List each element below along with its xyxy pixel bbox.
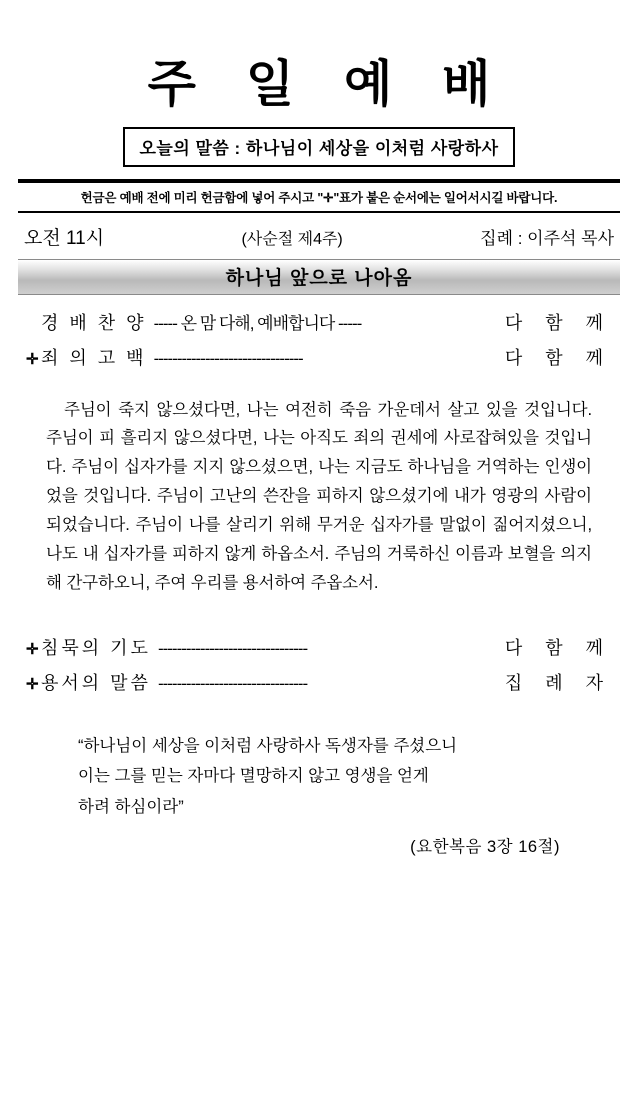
service-info-row — [24, 223, 614, 250]
divider-thin — [18, 211, 620, 213]
confession-prayer-text: 주님이 죽지 않으셨다면, 나는 여전히 죽음 가운데서 살고 있을 것입니다. 주님이 피 흘리지 않으셨다면, 나는 아직도 죄의 권세에 사로잡혀있을 것입니다. 주님이 십자가를 지지 않으셨으면, 나는 지금도 하나님을 거역하는 인생이었을 것입니다. 주님이 고난의 쓴잔을 피하지 않으셨기에 내가 영광의 사람이 되었습니다. 주님이 나를 살리기 위해 무거운 십자가를 말없이 짊어지셨으니, 나도 내 십자가를 피하지 않게 하옵소서. 주님의 거룩하신 이름과 보혈을 의지해 간구하오니, 주여 우리를 용서하여 주옵소서. — [46, 400, 592, 592]
scripture-reference: (요한복음 3장 16절) — [410, 838, 560, 857]
order-item-who: 다 함 께 — [504, 637, 612, 658]
list-item — [26, 344, 612, 370]
section-header: 하나님 앞으로 나아옴 — [18, 259, 620, 295]
order-item-name: 침묵의 기도 — [41, 637, 151, 658]
order-item-dots: -------------------------------- — [153, 348, 303, 368]
scripture-line-3: 하려 하심이라” — [78, 797, 184, 816]
order-item-who: 다 함 께 — [504, 312, 612, 333]
order-item-name: 용서의 말씀 — [41, 672, 151, 693]
order-of-worship-list-2 — [26, 634, 612, 695]
cross-icon: ✛ — [26, 350, 39, 368]
bulletin-page — [0, 58, 638, 1097]
service-leader: 집례 : 이주석 목사 — [480, 228, 614, 248]
service-time: 오전 11시 — [24, 227, 105, 249]
list-item — [26, 669, 612, 695]
cross-icon: ✛ — [26, 640, 39, 658]
verse-box-container — [0, 127, 638, 167]
order-item-who: 집 례 자 — [504, 672, 612, 693]
page-title: 주 일 예 배 — [147, 56, 509, 112]
list-item — [26, 309, 612, 335]
todays-word-box: 오늘의 말씀 : 하나님이 세상을 이처럼 사랑하사 — [123, 127, 514, 167]
order-item-who: 다 함 께 — [504, 347, 612, 368]
order-item-dots: -------------------------------- — [157, 638, 308, 658]
service-season: (사순절 제4주) — [241, 230, 343, 248]
order-item-name: 경 배 찬 양 — [41, 312, 147, 333]
scripture-quote — [78, 731, 578, 863]
order-item-dots: ----- 온 맘 다해, 예배합니다 ----- — [153, 313, 362, 333]
list-item — [26, 634, 612, 660]
order-item-name: 죄 의 고 백 — [41, 347, 147, 368]
cross-icon: ✛ — [26, 675, 39, 693]
scripture-line-1: “하나님이 세상을 이처럼 사랑하사 독생자를 주셨으니 — [78, 736, 458, 755]
order-item-dots: -------------------------------- — [157, 673, 308, 693]
scripture-line-2: 이는 그를 믿는 자마다 멸망하지 않고 영생을 얻게 — [78, 767, 429, 786]
divider-thick — [18, 179, 620, 183]
offering-note: 헌금은 예배 전에 미리 헌금함에 넣어 주시고 "✛"표가 붙은 순서에는 일어서시길 바랍니다. — [80, 190, 558, 205]
order-of-worship-list-1 — [26, 309, 612, 370]
